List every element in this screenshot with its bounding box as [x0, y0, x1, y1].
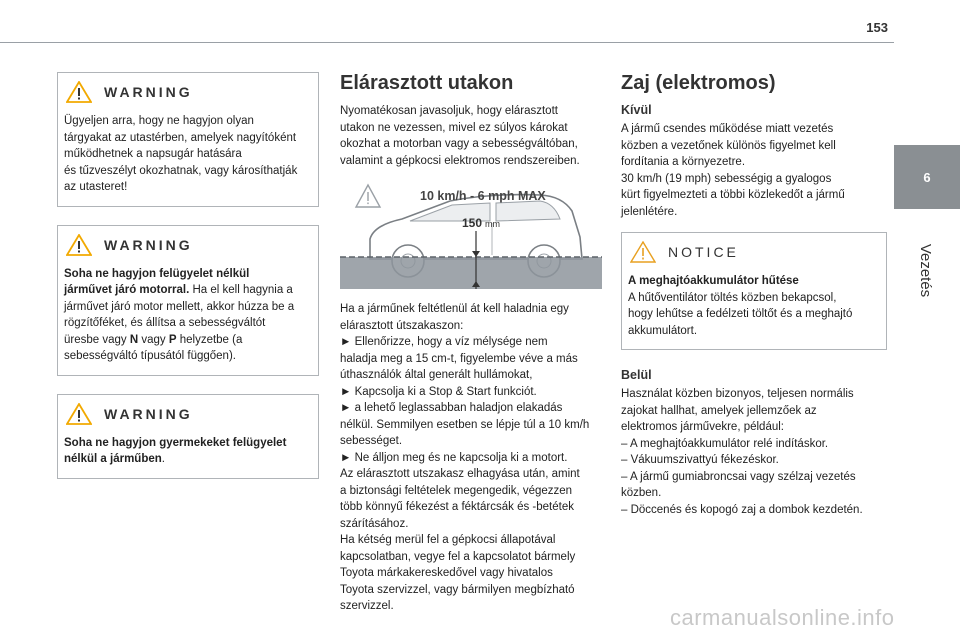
text-line: akkumulátort. [628, 324, 698, 337]
outside-line: kürt figyelmezteti a többi közlekedőt a jármű [621, 189, 845, 201]
body-line: ► Kapcsolja ki a Stop & Start funkciót. [340, 385, 537, 398]
body-line: Ha kétség merül fel a gépkocsi állapotával [340, 534, 556, 546]
instructions [340, 301, 605, 615]
body-line: a biztonsági feltételek megengedik, végezzen [340, 484, 573, 497]
section-heading: Elárasztott utakon [340, 72, 514, 94]
warning-text [58, 260, 318, 375]
warning-text [58, 429, 318, 478]
warning-title: WARNING [104, 84, 193, 100]
text-line: sebességváltó típusától függően). [64, 350, 236, 362]
inside-line: – A jármű gumiabroncsai vagy szélzaj vezetés [621, 470, 856, 483]
text-line: az utasteret! [64, 181, 128, 193]
notice-text [622, 267, 886, 349]
body-line: Toyota szervizzel, vagy bármilyen megbízható [340, 583, 575, 596]
intro-line: valamint a gépkocsi elektromos rendszereiben. [340, 154, 580, 167]
text-line: és tűzveszélyt okozhatnak, vagy károsíthatják [64, 164, 298, 177]
warning-icon [66, 234, 92, 256]
bold-text: nélkül a járműben [64, 453, 162, 465]
warning-icon [66, 81, 92, 103]
body-line: szárításához. [340, 517, 409, 530]
body-line: ► Ne álljon meg és ne kapcsolja ki a motort. [340, 451, 568, 464]
middle-column [340, 72, 605, 615]
inside-line: – A meghajtóakkumulátor relé indításkor. [621, 437, 829, 450]
warning-box-3 [57, 394, 319, 479]
body-line: elárasztott útszakaszon: [340, 319, 464, 332]
outside-line: fordítania a környezetre. [621, 156, 746, 168]
watermark: carmanualsonline.info [670, 605, 895, 630]
intro-line: okozhat a motorban vagy a sebességváltóban, [340, 138, 578, 150]
bold-text: Soha ne hagyjon gyermekeket felügyelet [64, 436, 287, 449]
text-span: üresbe vagy [64, 333, 130, 346]
right-column [621, 72, 887, 518]
section-heading: Zaj (elektromos) [621, 72, 776, 94]
text-line: Ügyeljen arra, hogy ne hagyjon olyan [64, 115, 254, 127]
text-span: . [161, 453, 165, 465]
inside-line: Használat közben bizonyos, teljesen normális [621, 388, 854, 400]
text-span: Ha el kell hagynia a [189, 284, 293, 296]
body-line: szervizzel. [340, 600, 394, 612]
warning-title: WARNING [104, 236, 193, 253]
left-column [57, 72, 319, 497]
gear-n: N [129, 333, 139, 346]
depth-unit: mm [485, 219, 500, 229]
warning-icon [66, 403, 92, 425]
text-line: járművet járó motor mellett, akkor húzza be a [64, 300, 295, 313]
text-line: rögzítőféket, és állítsa a sebességváltót [64, 317, 266, 329]
body-line: Az elárasztott utszakasz elhagyása után, amint [340, 468, 580, 480]
outside-line: jelenlétére. [621, 205, 678, 218]
chapter-tab [894, 145, 960, 209]
subheading-outside: Kívül [621, 103, 652, 117]
warning-text [58, 107, 318, 206]
bold-text: járművet járó motorral. [64, 284, 190, 296]
notice-box [621, 232, 887, 350]
body-line: Ha a járműnek feltétlenül át kell haladnia egy [340, 303, 569, 315]
chapter-label [906, 215, 946, 325]
body-line: Toyota márkakereskedővel vagy hivatalos [340, 567, 553, 579]
intro-line: utakon ne vezessen, mivel ez súlyos károkat [340, 121, 568, 134]
text-line: működhetnek a napsugár hatására [64, 148, 242, 160]
bold-text: A meghajtóakkumulátor hűtése [628, 275, 799, 287]
body-line: több könnyű fékezést a féktárcsák és -betétek [340, 501, 574, 513]
body-line: úthasználók által generált hullámokat, [340, 369, 533, 381]
chapter-number: 6 [923, 169, 931, 185]
chapter-title: Vezetés [917, 243, 935, 297]
water-area [340, 257, 602, 289]
car-water-illustration [340, 181, 602, 289]
outside-line: közben a vezetőnek különös figyelmet kell [621, 139, 836, 152]
notice-icon [630, 241, 656, 263]
warning-box-1 [57, 72, 319, 207]
outside-line: A jármű csendes működése miatt vezetés [621, 123, 834, 135]
inside-line: elektromos járművekre, például: [621, 421, 784, 433]
inside-line: közben. [621, 487, 662, 499]
flooded-road-figure [340, 181, 602, 289]
text-line: tárgyakat az utastérben, amelyek nagyítóként [64, 131, 297, 144]
inside-line: zajokat hallhat, amelyek jellemzőek az [621, 404, 817, 417]
body-line: ► Ellenőrizze, hogy a víz mélysége nem [340, 336, 548, 348]
speed-label: 10 km/h - 6 mph MAX [420, 189, 546, 203]
outside-line: 30 km/h (19 mph) sebességig a gyalogos [621, 172, 832, 185]
header-rule [0, 42, 894, 43]
page-number: 153 [866, 20, 888, 35]
text-span: helyzetbe (a [176, 333, 243, 346]
body-line: nélkül. Semmilyen esetben se lépje túl a 10 km/h [340, 418, 590, 431]
inside-line: – Vákuumszivattyú fékezéskor. [621, 454, 779, 466]
subheading-inside: Belül [621, 368, 652, 382]
text-line: hogy lehűtse a fedélzeti töltőt és a meghajtó [628, 308, 853, 320]
depth-value: 150 [462, 216, 483, 230]
body-line: sebességet. [340, 435, 403, 447]
gear-p: P [168, 333, 177, 346]
body-line: haladja meg a 15 cm-t, figyelembe véve a más [340, 352, 578, 365]
text-line: A hűtőventilátor töltés közben bekapcsol, [628, 291, 837, 304]
warning-box-2 [57, 225, 319, 376]
bold-text: Soha ne hagyjon felügyelet nélkül [64, 267, 250, 280]
body-line: ► a lehető leglassabban haladjon elakadás [340, 402, 563, 414]
notice-title: NOTICE [668, 244, 739, 260]
intro-line: Nyomatékosan javasoljuk, hogy elárasztott [340, 105, 558, 117]
body-line: kapcsolatban, vegye fel a kapcsolatot bármely [340, 550, 576, 563]
inside-line: – Döccenés és kopogó zaj a dombok kezdetén. [621, 503, 863, 516]
warning-title: WARNING [104, 405, 193, 422]
text-span: vagy [138, 333, 169, 346]
